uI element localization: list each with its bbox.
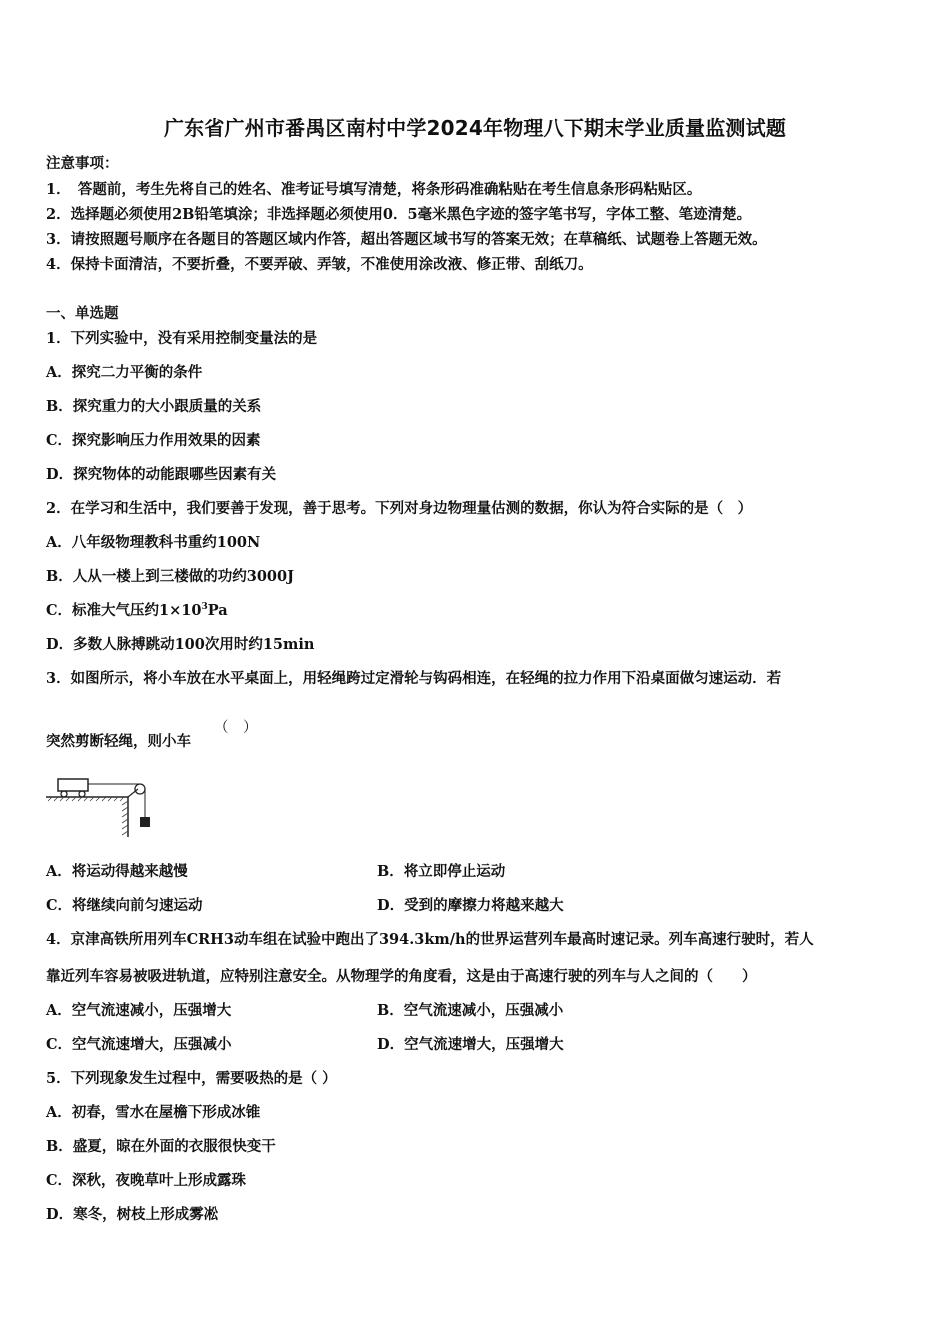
exam-title: 广东省广州市番禺区南村中学2024年物理八下期末学业质量监测试题 <box>163 116 787 140</box>
q3-stem-line2: 突然剪断轻绳，则小车 <box>46 733 191 750</box>
q2-option-b: B．人从一楼上到三楼做的功约3000J <box>46 568 294 585</box>
q4-option-a: A．空气流速减小，压强增大 <box>46 1002 232 1019</box>
q1-option-d: D．探究物体的动能跟哪些因素有关 <box>46 466 277 483</box>
notice-heading: 注意事项： <box>46 155 119 172</box>
q5-stem: 5．下列现象发生过程中，需要吸热的是（ ） <box>46 1070 337 1087</box>
q2-option-c-unit: Pa <box>207 602 228 619</box>
q2-option-a: A．八年级物理教科书重约100N <box>46 534 261 551</box>
q3-cart-pulley-figure <box>44 775 164 841</box>
q3-option-d: D．受到的摩擦力将越来越大 <box>377 897 564 914</box>
q5-option-c: C．深秋，夜晚草叶上形成露珠 <box>46 1172 247 1189</box>
q5-option-d: D．寒冬，树枝上形成雾凇 <box>46 1206 219 1223</box>
q1-option-c: C．探究影响压力作用效果的因素 <box>46 432 261 449</box>
q4-stem-line1: 4．京津高铁所用列车CRH3动车组在试验中跑出了394.3km/h的世界运营列车最高时速记录。列车高速行驶时，若人 <box>46 931 814 948</box>
q2-option-d: D．多数人脉搏跳动100次用时约15min <box>46 636 315 653</box>
q5-option-b: B．盛夏，晾在外面的衣服很快变干 <box>46 1138 276 1155</box>
q4-option-d: D．空气流速增大，压强增大 <box>377 1036 564 1053</box>
q1-stem: 1．下列实验中，没有采用控制变量法的是 <box>46 330 318 347</box>
q3-option-c: C．将继续向前匀速运动 <box>46 897 203 914</box>
q4-option-c: C．空气流速增大，压强减小 <box>46 1036 232 1053</box>
q2-option-c <box>46 599 228 620</box>
notice-item-1: 1． 答题前，考生先将自己的姓名、准考证号填写清楚，将条形码准确粘贴在考生信息条形码粘贴区。 <box>46 181 702 198</box>
q4-option-b: B．空气流速减小，压强减小 <box>377 1002 564 1019</box>
q4-stem-line2: 靠近列车容易被吸进轨道，应特别注意安全。从物理学的角度看，这是由于高速行驶的列车与人之间的（ ） <box>46 968 757 985</box>
q3-option-b: B．将立即停止运动 <box>377 863 506 880</box>
notice-item-4: 4．保持卡面清洁，不要折叠，不要弄破、弄皱，不准使用涂改液、修正带、刮纸刀。 <box>46 256 593 273</box>
q1-option-b: B．探究重力的大小跟质量的关系 <box>46 398 262 415</box>
notice-item-3: 3．请按照题号顺序在各题目的答题区域内作答，超出答题区域书写的答案无效；在草稿纸、试题卷上答题无效。 <box>46 231 767 248</box>
notice-item-2: 2．选择题必须使用2B铅笔填涂；非选择题必须使用0．5毫米黑色字迹的签字笔书写，字体工整、笔迹清楚。 <box>46 206 752 223</box>
q3-option-a: A．将运动得越来越慢 <box>46 863 188 880</box>
q1-option-a: A．探究二力平衡的条件 <box>46 364 203 381</box>
q2-option-c-text: C．标准大气压约1×10 <box>46 602 202 619</box>
q5-option-a: A．初春，雪水在屋檐下形成冰锥 <box>46 1104 261 1121</box>
q3-stem-line1: 3．如图所示，将小车放在水平桌面上，用轻绳跨过定滑轮与钩码相连，在轻绳的拉力作用下沿桌面做匀速运动．若 <box>46 670 782 687</box>
section-heading: 一、单选题 <box>46 305 119 322</box>
q2-stem: 2．在学习和生活中，我们要善于发现，善于思考。下列对身边物理量估测的数据，你认为符合实际的是（ ） <box>46 500 753 517</box>
q2-option-c-exponent: 3 <box>201 602 208 613</box>
q3-answer-paren: （ ） <box>214 720 258 736</box>
